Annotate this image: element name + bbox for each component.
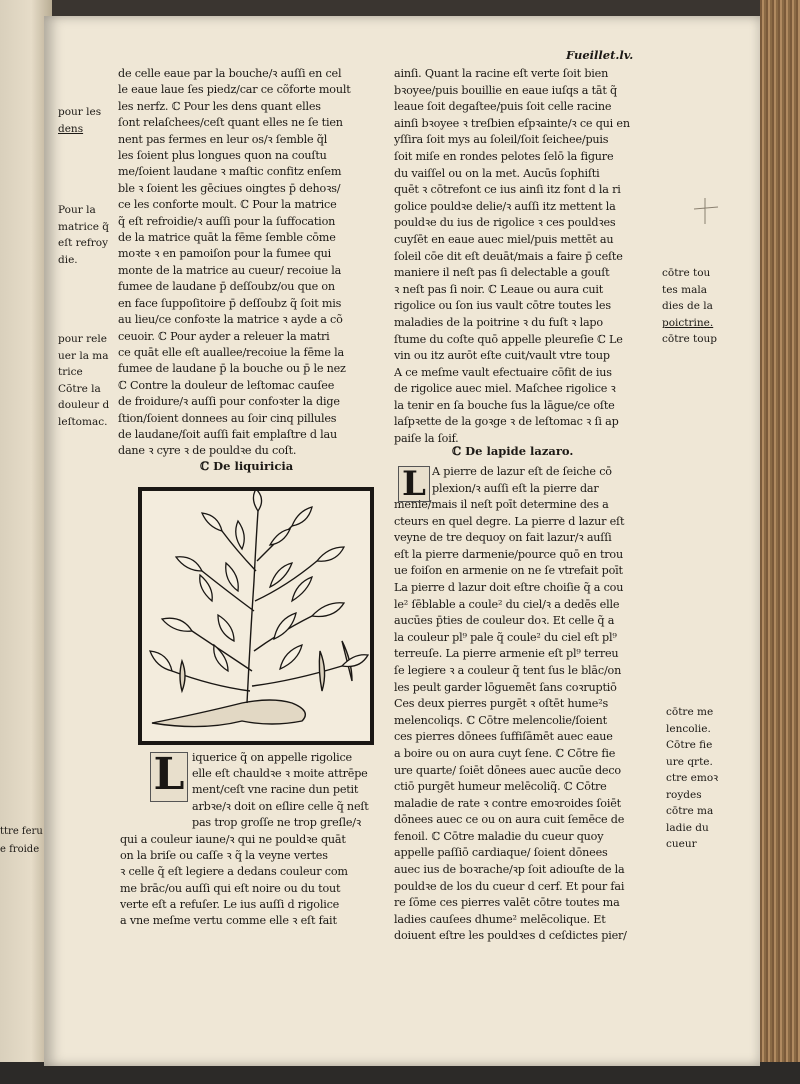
- text-line: yſſira ſoit mys au ſoleil/ſoit ſeichee/puis: [394, 133, 609, 147]
- text-line: cuyſēt en eaue auec miel/puis mettēt au: [394, 232, 614, 246]
- text-line: nent pas fermes en leur os/ꝛ ſemble q̃l: [118, 132, 328, 146]
- text-line: de celle eaue par la bouche/ꝛ auſſi en cel: [118, 67, 342, 80]
- text-line: leaue ſoit degaſtee/puis ſoit celle racine: [394, 100, 612, 114]
- text-line: vin ou itz aurōt eſte cuit/vault vtre toup: [394, 349, 610, 363]
- heading-lapide-lazaro: ℂ De lapide lazaro.: [452, 444, 574, 458]
- text-line: laſpꝛette de la goꝛge ꝛ de leſtomac ꝛ ſi ap: [394, 415, 619, 429]
- text-line: pouldꝛe du ius de rigolice ꝛ ces pouldꝛes: [394, 216, 616, 230]
- text-line: ꝛ celle q̃ eſt legiere a dedans couleur com: [120, 865, 348, 879]
- pencil-cross-mark-icon: [690, 196, 720, 226]
- text-line: rigolice ou ſon ius vault cōtre toutes les: [394, 299, 611, 313]
- text-line: ctiō purgēt humeur melēcoliq̃. ℂ Cōtre: [394, 780, 607, 794]
- page-stack-edge: [760, 0, 800, 1084]
- text-line: appelle paſſiō cardiaque/ ſoient dōnees: [394, 846, 608, 860]
- text-line: menie/mais il neſt poīt determine des a: [394, 498, 609, 511]
- text-line: moꝛte ꝛ en pamoiſon pour la fumee qui: [118, 247, 332, 261]
- margin-note-releuer: pour rele uer la ma trice Cõtre la douleur d leſtomac.: [58, 333, 110, 428]
- text-line: les peult garder lōguemēt ſans coꝛruptiō: [394, 680, 617, 694]
- text-line: de froidure/ꝛ auſſi pour confoꝛter la dige: [118, 395, 340, 409]
- text-line: fumee de laudane p̄ la bouche ou p̄ le nez: [118, 362, 346, 376]
- text-line: ſont relaſchees/ceſt quant elles ne ſe tien: [118, 116, 343, 130]
- text-line: au lieu/ce confoꝛte la matrice ꝛ ayde a cõ: [118, 313, 343, 327]
- left-column-text: [118, 66, 390, 460]
- decorated-initial-l2: L: [398, 466, 430, 502]
- text-line: maladie de rate ꝛ contre emoꝛroides ſoiēt: [394, 796, 621, 810]
- text-line: on la briſe ou caſſe ꝛ q̃ la veyne vertes: [120, 849, 328, 863]
- left-column-liquiricia-indent: [192, 750, 388, 831]
- text-line: auec ius de boꝛrache/ꝛp ſoit adiouſte de la: [394, 863, 625, 877]
- text-line: ſoleil cōe dit eſt deuāt/mais a faire p̄ ceſte: [394, 249, 623, 263]
- text-line: fenoil. ℂ Cōtre maladie du cueur quoy: [394, 829, 604, 843]
- right-column-text: [394, 66, 664, 448]
- text-line: verte eſt a refuſer. Le ius auſſi d rigolice: [120, 897, 340, 911]
- text-line: dane ꝛ cyre ꝛ de pouldꝛe du coſt.: [118, 444, 297, 458]
- text-line: ce quāt elle eſt auallee/recoiue la fēme la: [118, 345, 344, 359]
- text-line: ꝛ neſt pas ſi noir. ℂ Leaue ou aura cuit: [394, 282, 604, 296]
- margin-note-dens: pour les dens: [58, 106, 102, 135]
- text-line: du vaiſſel ou on la met. Aucūs ſophiſti: [394, 166, 600, 180]
- text-line: arbꝛe/ꝛ doit on eſlire celle q̃ neſt: [192, 799, 369, 813]
- text-line: les ſoient plus longues quon na couſtu: [118, 149, 327, 163]
- text-line: terreuſe. La pierre armenie eſt pl⁹ terreu: [394, 647, 619, 661]
- text-line: elle eſt chauldꝛe ꝛ moite attrēpe: [192, 767, 368, 781]
- text-line: aucūes p̄ties de couleur doꝛ. Et celle q̃ a: [394, 614, 615, 628]
- text-line: de laudane/ſoit auſſi fait emplaſtre d lau: [118, 427, 338, 441]
- text-line: quēt ꝛ cōtrefont ce ius ainſi itz font d la ri: [394, 183, 621, 197]
- text-line: ure quarte/ ſoiēt dōnees auec aucūe deco: [394, 763, 621, 777]
- text-line: ainſi. Quant la racine eſt verte ſoit bien: [394, 67, 609, 80]
- margin-note-poictrine: cōtre tou tes mala dies de la poictrine. cōtre toup: [662, 267, 718, 345]
- text-line: paiſe la ſoif.: [394, 432, 459, 446]
- margin-note-matrice: Pour la matrice q̃ eſt refroy die.: [58, 204, 109, 266]
- text-line: maniere il neſt pas ſi delectable a gouſt: [394, 266, 610, 280]
- text-line: bꝛoyee/puis bouillie en eaue iuſqs a tāt q̃: [394, 83, 618, 97]
- text-line: La pierre d lazur doit eſtre choiſie q̃ a cou: [394, 580, 624, 594]
- plant-woodcut-illustration: [138, 487, 374, 745]
- text-line: veyne de tre dequoy on fait lazur/ꝛ auſſi: [394, 531, 612, 545]
- folio-number: Fueillet.lv.: [566, 48, 634, 62]
- left-column-liquiricia-text: [120, 832, 388, 929]
- text-line: re ſōme ces pierres valēt cōtre toutes ma: [394, 896, 620, 910]
- right-column-lazaro-text: [394, 497, 664, 945]
- text-line: Ces deux pierres purgēt ꝛ oſtēt hume²s: [394, 697, 609, 711]
- text-line: pouldꝛe de los du cueur d cerf. Et pour fai: [394, 879, 625, 893]
- text-line: la tenir en ſa bouche ſus la lāgue/ce oſte: [394, 398, 615, 412]
- text-line: cteurs en quel degre. La pierre d lazur eſt: [394, 514, 625, 528]
- liquorice-plant-icon: [142, 491, 370, 741]
- text-line: doiuent eſtre les pouldꝛes d ceſdictes pier/: [394, 929, 627, 943]
- text-line: iquerice q̃ on appelle rigolice: [192, 751, 352, 764]
- text-line: ce les conforte moult. ℂ Pour la matrice: [118, 198, 337, 212]
- text-line: qui a couleur iaune/ꝛ qui ne pouldꝛe quāt: [120, 833, 346, 846]
- text-line: q̃ eſt refroidie/ꝛ auſſi pour la ſuffocation: [118, 214, 336, 228]
- text-line: ceuoir. ℂ Pour ayder a releuer la matri: [118, 329, 330, 343]
- text-line: ue foiſon en armenie on ne ſe vtrefait poīt: [394, 564, 623, 578]
- text-line: ſoit miſe en rondes pelotes ſelō la figure: [394, 149, 614, 163]
- text-line: maladies de la poitrine ꝛ du fuſt ꝛ lapo: [394, 315, 603, 329]
- text-line: ſtume du coſte quō appelle pleureſie ℂ Le: [394, 332, 623, 346]
- text-line: pas trop groſſe ne trop greſle/ꝛ: [192, 815, 361, 829]
- text-line: ℂ Contre la douleur de leſtomac cauſee: [118, 378, 335, 392]
- text-line: de rigolice auec miel. Maſchee rigolice ꝛ: [394, 382, 616, 396]
- text-line: en face ſuppoſitoire p̄ deſſoubz q̃ ſoit mis: [118, 296, 342, 310]
- text-line: les nerfz. ℂ Pour les dens quant elles: [118, 99, 321, 113]
- text-line: ment/ceſt vne racine dun petit: [192, 783, 359, 797]
- text-line: me/ſoient laudane ꝛ maſtic confitz enſem: [118, 165, 342, 179]
- margin-note-melencolie: cōtre me lencolie. Cōtre fie ure qrte. ctre emoꝛ roydes cōtre ma ladie du cueur: [666, 706, 719, 850]
- left-page-fragment: e froide: [0, 844, 40, 855]
- text-line: fumee de laudane p̄ deſſoubz/ou que on: [118, 280, 335, 294]
- heading-liquiricia: ℂ De liquiricia: [200, 459, 294, 473]
- left-page-fragment: ttre feru: [0, 826, 43, 837]
- right-column-lazaro-indent: [432, 464, 664, 497]
- text-line: me brāc/ou auſſi qui eſt noire ou du tout: [120, 881, 341, 895]
- text-line: ces pierres dōnees ſuffiſāmēt auec eaue: [394, 730, 613, 744]
- text-line: ladies cauſees dhume² melēcolique. Et: [394, 912, 606, 926]
- text-line: de la matrice quāt la fēme ſemble cōme: [118, 231, 336, 245]
- text-line: melencoliqs. ℂ Cōtre melencolie/ſoient: [394, 713, 607, 727]
- text-line: eſt la pierre darmenie/pource quō en trou: [394, 547, 623, 561]
- text-line: ble ꝛ ſoient les gēciues oingtes p̄ dehoꝛs/: [118, 181, 341, 195]
- text-line: ſe legiere ꝛ a couleur q̃ tent ſus le blāc/on: [394, 663, 622, 677]
- text-line: plexion/ꝛ auſſi eſt la pierre dar: [432, 481, 599, 495]
- decorated-initial-l: L: [150, 752, 188, 802]
- text-line: la couleur pl⁹ pale q̃ coule² du ciel eſt pl⁹: [394, 630, 617, 644]
- text-line: le eaue laue ſes piedz/car ce cõforte moult: [118, 83, 351, 97]
- text-line: a vne meſme vertu comme elle ꝛ eſt fait: [120, 914, 337, 928]
- text-line: A pierre de lazur eſt de ſeiche cō: [432, 465, 612, 478]
- text-line: ſtion/ſoient donnees au ſoir cinq pillules: [118, 411, 337, 425]
- text-line: golice pouldꝛe delie/ꝛ auſſi itz mettent la: [394, 199, 616, 213]
- text-line: ainſi bꝛoyee ꝛ treſbien eſpꝛainte/ꝛ ce qui en: [394, 116, 630, 130]
- text-line: A ce meſme vault efectuaire cōfit de ius: [394, 365, 612, 379]
- text-line: dōnees auec ce ou on aura cuit ſemēce de: [394, 813, 625, 827]
- text-line: le² ſēblable a coule² du ciel/ꝛ a dedēs elle: [394, 597, 620, 611]
- text-line: a boire ou on aura cuyt ſene. ℂ Cōtre fie: [394, 746, 616, 760]
- text-line: monte de la matrice au cueur/ recoiue la: [118, 263, 342, 277]
